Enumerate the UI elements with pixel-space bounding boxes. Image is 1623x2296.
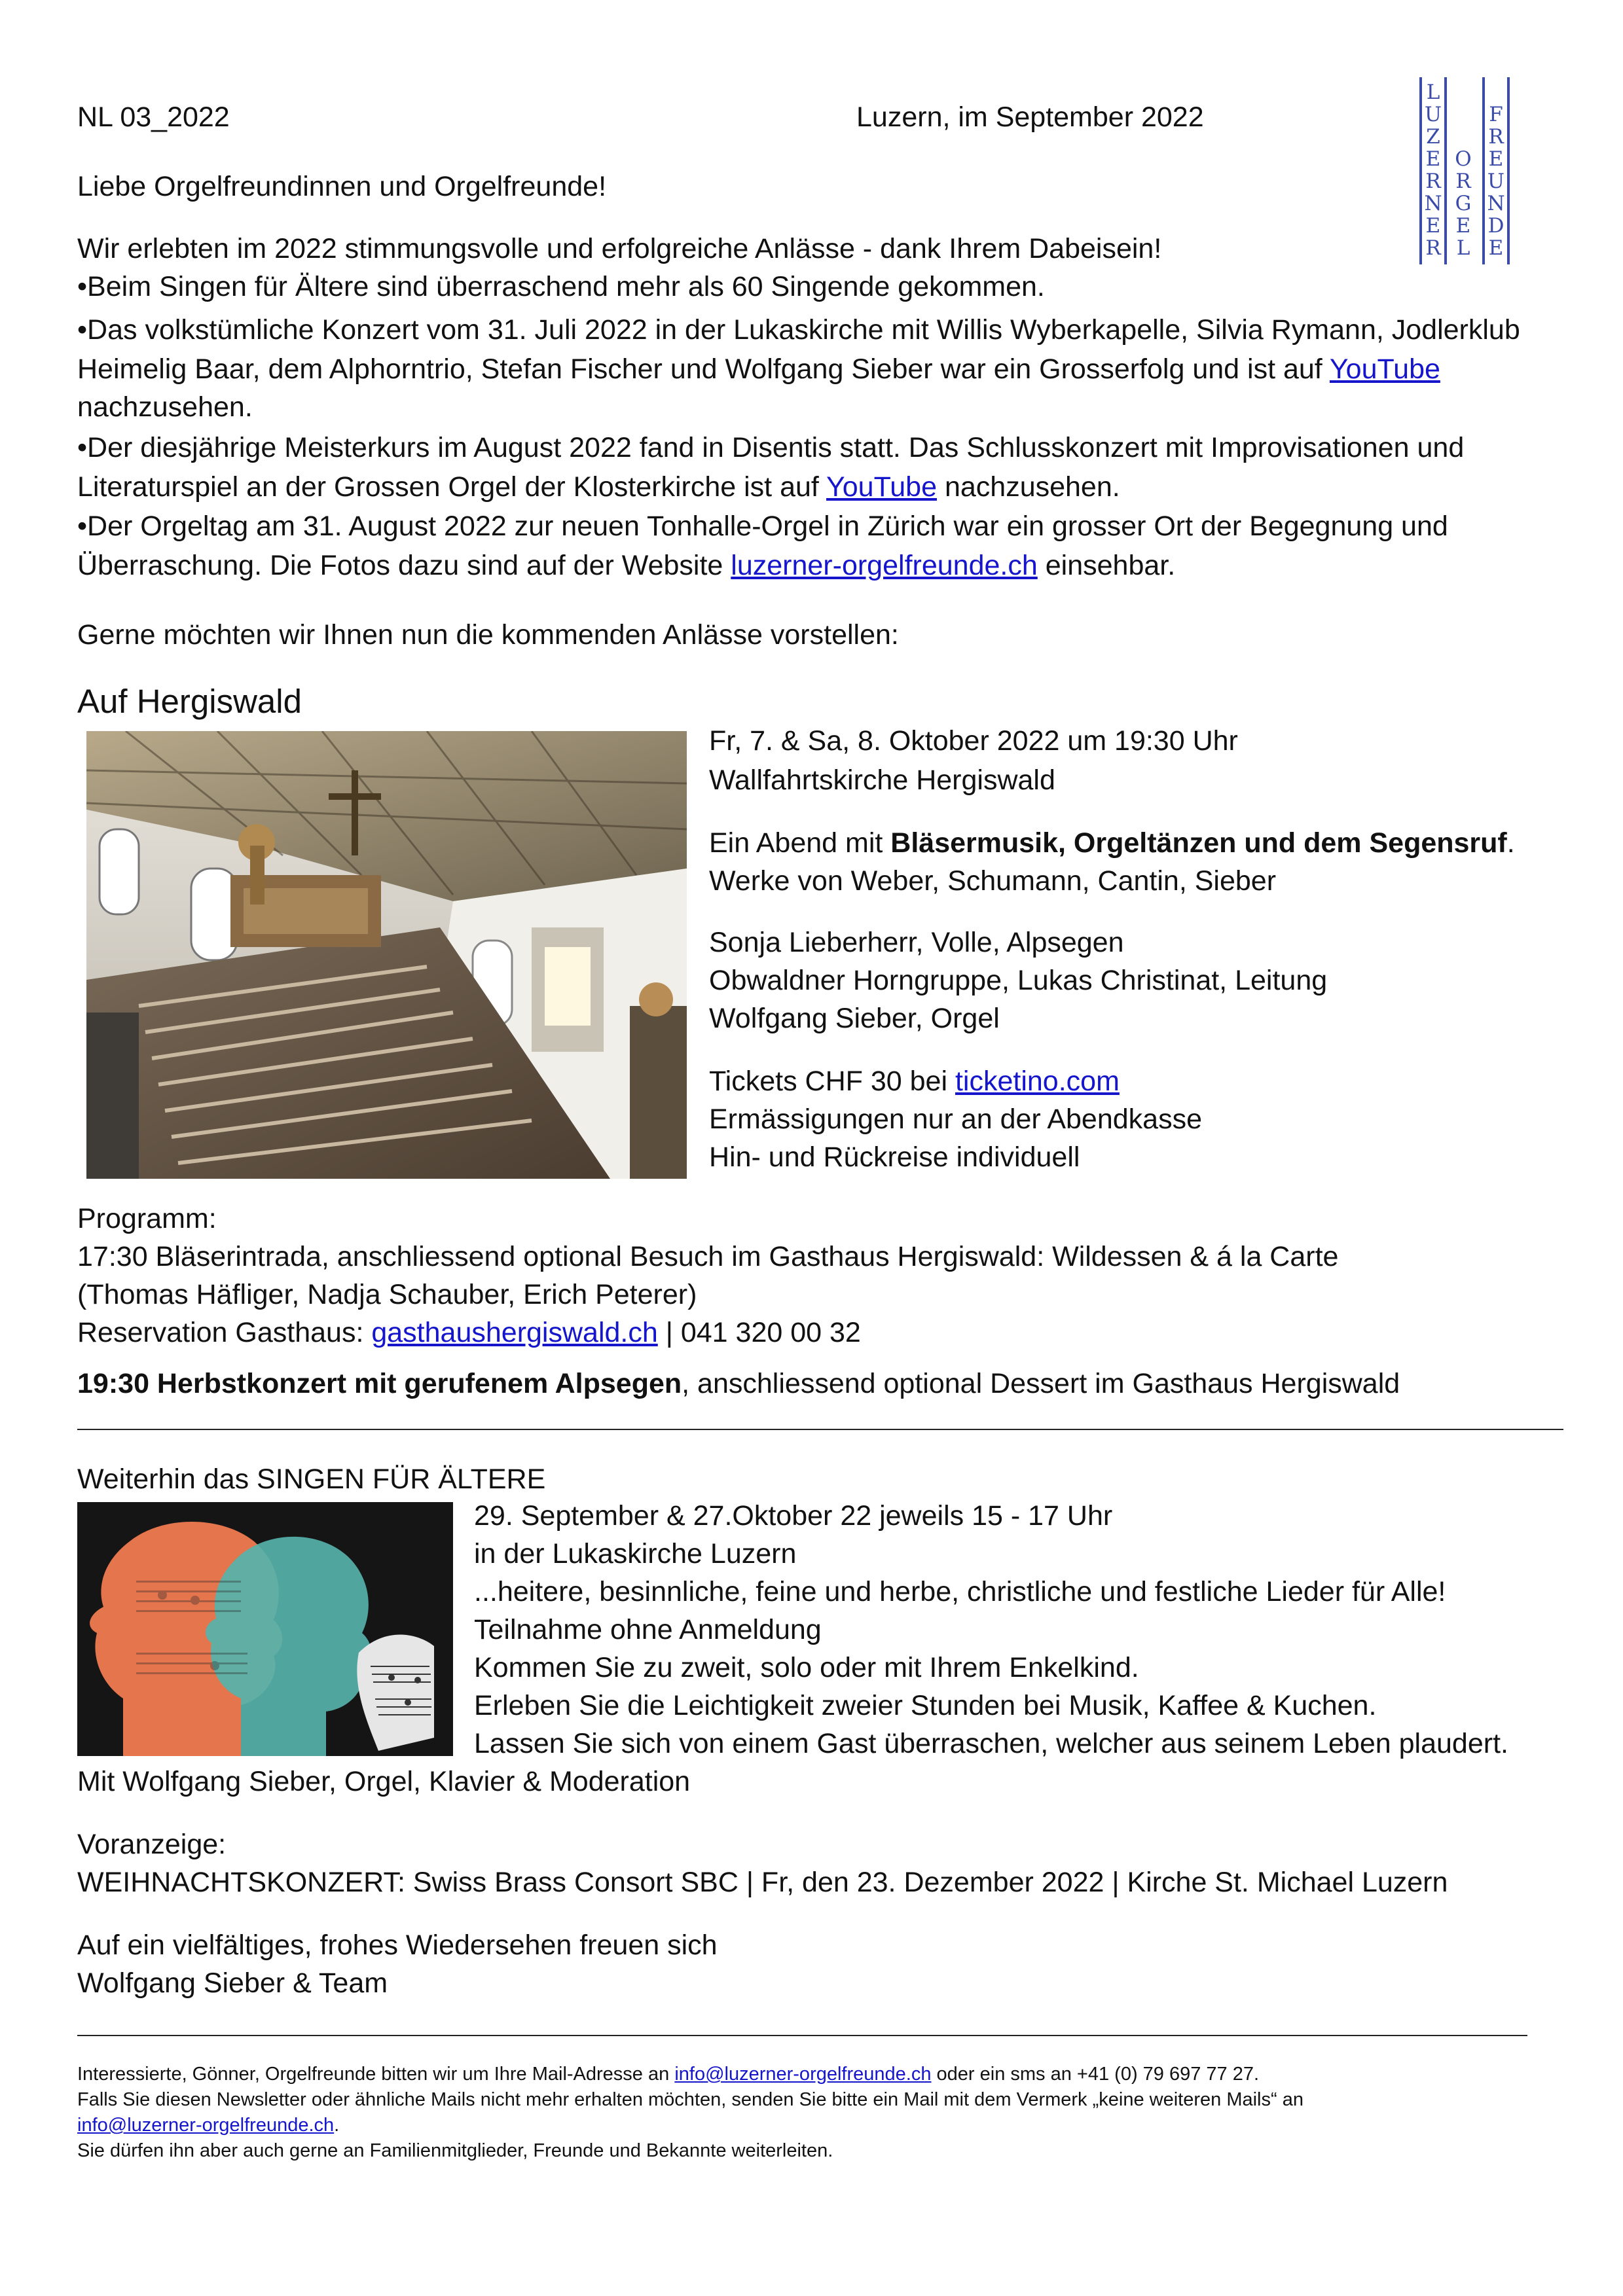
hergiswald-venue: Wallfahrtskirche Hergiswald [709, 764, 1055, 796]
text: Literaturspiel an der Grossen Orgel der Klosterkirche ist auf [77, 471, 827, 503]
ticketino-link[interactable]: ticketino.com [955, 1066, 1120, 1097]
signoff-name: Wolfgang Sieber & Team [77, 1967, 388, 1999]
footer-email-link[interactable]: info@luzerner-orgelfreunde.ch [674, 2064, 932, 2085]
section-divider [77, 1429, 1563, 1430]
text-bold: Bläsermusik, Orgeltänzen und dem Segensruf [890, 827, 1507, 859]
text: einsehbar. [1037, 550, 1176, 581]
text: oder ein sms an +41 (0) 79 697 77 27. [931, 2064, 1260, 2085]
text: . [1506, 827, 1515, 859]
intro-bullet-konzert-line1: •Das volkstümliche Konzert vom 31. Juli 2022 in der Lukaskirche mit Willis Wyberkapelle, Silvia Rymann, Jodlerklub [77, 314, 1520, 346]
footer-line: Sie dürfen ihn aber auch gerne an Familienmitglieder, Freunde und Bekannte weiterleiten. [77, 2140, 833, 2161]
youtube-link-konzert[interactable]: YouTube [1329, 353, 1440, 385]
footer-divider [77, 2035, 1527, 2036]
text: nachzusehen. [937, 471, 1120, 503]
hergiswald-description [709, 824, 1515, 862]
text: Reservation Gasthaus: [77, 1317, 372, 1348]
text: Ein Abend mit [709, 827, 891, 859]
hergiswald-performer: Sonja Lieberherr, Volle, Alpsegen [709, 927, 1124, 958]
program-concert [77, 1365, 1400, 1403]
hergiswald-travel: Hin- und Rückreise individuell [709, 1141, 1080, 1173]
text: | 041 320 00 32 [657, 1317, 861, 1348]
logo-text-luzerner: L U Z E R N E R [1424, 81, 1442, 260]
intro-line: Wir erlebten im 2022 stimmungsvolle und erfolgreiche Anlässe - dank Ihrem Dabeisein! [77, 233, 1162, 264]
singen-guest: Lassen Sie sich von einem Gast überraschen, welcher aus seinem Leben plaudert. [474, 1728, 1508, 1759]
text: Tickets CHF 30 bei [709, 1066, 955, 1097]
hergiswald-date: Fr, 7. & Sa, 8. Oktober 2022 um 19:30 Uhr [709, 725, 1238, 757]
logo [1419, 77, 1508, 264]
text: , anschliessend optional Dessert im Gasthaus Hergiswald [682, 1368, 1400, 1399]
singing-heads-illustration [77, 1502, 453, 1756]
intro-bullet-konzert-line3: nachzusehen. [77, 391, 253, 423]
text: Interessierte, Gönner, Orgelfreunde bitten wir um Ihre Mail-Adresse an [77, 2064, 675, 2085]
program-line: 17:30 Bläserintrada, anschliessend optional Besuch im Gasthaus Hergiswald: Wildessen & á la Carte [77, 1241, 1339, 1272]
text-bold: 19:30 Herbstkonzert mit gerufenem Alpsegen [77, 1368, 682, 1399]
gasthaus-link[interactable]: gasthaushergiswald.ch [371, 1317, 658, 1348]
intro-closing: Gerne möchten wir Ihnen nun die kommenden Anlässe vorstellen: [77, 619, 899, 651]
hergiswald-tickets [709, 1062, 1120, 1100]
place-date: Luzern, im September 2022 [856, 101, 1204, 133]
hergiswald-performer: Obwaldner Horngruppe, Lukas Christinat, Leitung [709, 965, 1328, 996]
newsletter-id: NL 03_2022 [77, 101, 230, 133]
youtube-link-meisterkurs[interactable]: YouTube [826, 471, 937, 503]
program-line: (Thomas Häfliger, Nadja Schauber, Erich Peterer) [77, 1279, 697, 1310]
text: Überraschung. Die Fotos dazu sind auf der Website [77, 550, 731, 581]
text: . [334, 2115, 340, 2136]
singen-registration: Teilnahme ohne Anmeldung [474, 1614, 822, 1645]
intro-bullet-singen: •Beim Singen für Ältere sind überraschend mehr als 60 Singende gekommen. [77, 271, 1045, 302]
singen-experience: Erleben Sie die Leichtigkeit zweier Stunden bei Musik, Kaffee & Kuchen. [474, 1690, 1377, 1721]
section-heading-hergiswald: Auf Hergiswald [77, 683, 302, 720]
preview-label: Voranzeige: [77, 1829, 227, 1860]
intro-bullet-orgeltag-line1: •Der Orgeltag am 31. August 2022 zur neuen Tonhalle-Orgel in Zürich war ein grosser Ort der Begegnung und [77, 511, 1448, 542]
hergiswald-works: Werke von Weber, Schumann, Cantin, Sieber [709, 865, 1277, 897]
church-interior-photo [86, 731, 687, 1179]
section-heading-singen: Weiterhin das SINGEN FÜR ÄLTERE [77, 1463, 546, 1495]
hergiswald-performer: Wolfgang Sieber, Orgel [709, 1003, 1000, 1034]
intro-bullet-meisterkurs-line2 [77, 468, 1120, 506]
footer-email-link[interactable]: info@luzerner-orgelfreunde.ch [77, 2115, 335, 2136]
logo-text-freunde: F R E U N D E [1487, 103, 1505, 260]
footer-line [77, 2113, 339, 2138]
singen-venue: in der Lukaskirche Luzern [474, 1538, 797, 1570]
singen-dates: 29. September & 27.Oktober 22 jeweils 15 - 17 Uhr [474, 1500, 1113, 1532]
program-label: Programm: [77, 1203, 217, 1234]
footer-line [77, 2062, 1259, 2087]
singen-invite: Kommen Sie zu zweit, solo oder mit Ihrem Enkelkind. [474, 1652, 1139, 1683]
text: Heimelig Baar, dem Alphorntrio, Stefan Fischer und Wolfgang Sieber war ein Grosserfolg und ist auf [77, 353, 1330, 385]
website-link[interactable]: luzerner-orgelfreunde.ch [731, 550, 1038, 581]
signoff-line: Auf ein vielfältiges, frohes Wiedersehen freuen sich [77, 1929, 718, 1961]
hergiswald-discount: Ermässigungen nur an der Abendkasse [709, 1103, 1202, 1135]
intro-bullet-meisterkurs-line1: •Der diesjährige Meisterkurs im August 2022 fand in Disentis statt. Das Schlusskonzert mit Improvisationen und [77, 432, 1465, 463]
greeting: Liebe Orgelfreundinnen und Orgelfreunde! [77, 171, 607, 202]
singen-host: Mit Wolfgang Sieber, Orgel, Klavier & Moderation [77, 1766, 691, 1797]
singen-description: ...heitere, besinnliche, feine und herbe, christliche und festliche Lieder für Alle! [474, 1576, 1446, 1607]
logo-text-orgel: O R G E L [1455, 147, 1472, 260]
program-reservation [77, 1314, 861, 1352]
preview-text: WEIHNACHTSKONZERT: Swiss Brass Consort SBC | Fr, den 23. Dezember 2022 | Kirche St. Michael Luzern [77, 1867, 1448, 1898]
intro-bullet-konzert-line2 [77, 350, 1440, 388]
intro-bullet-orgeltag-line2 [77, 547, 1175, 584]
footer-line: Falls Sie diesen Newsletter oder ähnliche Mails nicht mehr erhalten möchten, senden Sie bitte ein Mail mit dem Vermerk „keine weiteren Mails“ an [77, 2089, 1304, 2110]
